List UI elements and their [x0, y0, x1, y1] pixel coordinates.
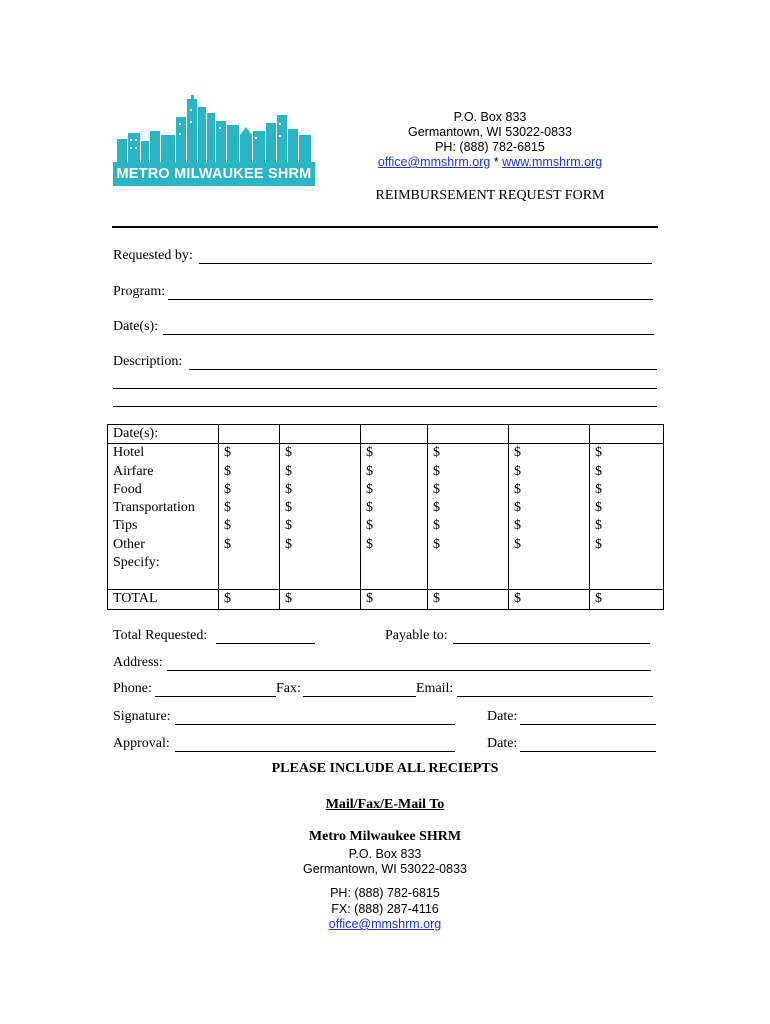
- total-amount-cell[interactable]: $: [590, 590, 664, 609]
- amount-entry[interactable]: $: [285, 500, 292, 516]
- expense-table-header-row: [108, 425, 664, 444]
- category-airfare: Airfare: [113, 463, 154, 479]
- amount-entry[interactable]: $: [366, 445, 373, 461]
- amount-entry[interactable]: $: [514, 481, 521, 497]
- receipts-note: PLEASE INCLUDE ALL RECIEPTS: [271, 761, 499, 776]
- amount-entry[interactable]: $: [224, 481, 231, 497]
- fax-field[interactable]: [303, 696, 416, 697]
- amount-entry[interactable]: $: [433, 463, 440, 479]
- footer-fax: FX: (888) 287-4116: [331, 902, 439, 916]
- requested-by-field[interactable]: [199, 263, 652, 264]
- amount-entry[interactable]: $: [595, 500, 602, 516]
- header-contact-line: [340, 155, 640, 170]
- amount-column[interactable]: [428, 444, 509, 590]
- amount-entry[interactable]: $: [595, 518, 602, 534]
- skyline-graphic: [113, 95, 315, 165]
- logo-text: METRO MILWAUKEE SHRM: [113, 162, 315, 186]
- description-field-line-1[interactable]: [189, 369, 657, 370]
- amount-entry[interactable]: $: [224, 536, 231, 552]
- amount-entry[interactable]: $: [595, 463, 602, 479]
- amount-entry[interactable]: $: [433, 481, 440, 497]
- table-dates-label: Date(s):: [108, 425, 219, 444]
- footer-email-link[interactable]: office@mmshrm.org: [328, 917, 442, 931]
- approval-date-label: Date:: [487, 736, 518, 751]
- amount-entry[interactable]: $: [595, 481, 602, 497]
- phone-label: Phone:: [113, 681, 152, 696]
- date-cell[interactable]: [361, 425, 428, 444]
- description-label: Description:: [113, 354, 183, 369]
- signature-date-field[interactable]: [520, 724, 656, 725]
- payable-to-label: Payable to:: [385, 628, 448, 643]
- mail-to-heading: Mail/Fax/E-Mail To: [325, 797, 445, 812]
- amount-column[interactable]: [280, 444, 361, 590]
- date-cell[interactable]: [219, 425, 280, 444]
- amount-column[interactable]: [509, 444, 590, 590]
- signature-field[interactable]: [175, 724, 455, 725]
- amount-entry[interactable]: $: [366, 536, 373, 552]
- amount-entry[interactable]: $: [366, 500, 373, 516]
- amount-entry[interactable]: $: [285, 481, 292, 497]
- total-amount-cell[interactable]: $: [219, 590, 280, 609]
- approval-field[interactable]: [175, 751, 455, 752]
- total-amount-cell[interactable]: $: [428, 590, 509, 609]
- total-amount-cell[interactable]: $: [280, 590, 361, 609]
- amount-entry[interactable]: $: [514, 500, 521, 516]
- category-tips: Tips: [113, 518, 138, 534]
- amount-entry[interactable]: $: [285, 536, 292, 552]
- amount-entry[interactable]: $: [514, 536, 521, 552]
- amount-entry[interactable]: $: [285, 518, 292, 534]
- amount-entry[interactable]: $: [366, 518, 373, 534]
- expense-table: [107, 424, 664, 610]
- total-requested-field[interactable]: [216, 643, 315, 644]
- total-amount-cell[interactable]: $: [361, 590, 428, 609]
- amount-entry[interactable]: $: [514, 445, 521, 461]
- form-title: REIMBURSEMENT REQUEST FORM: [375, 188, 605, 203]
- amount-entry[interactable]: $: [366, 481, 373, 497]
- approval-label: Approval:: [113, 736, 170, 751]
- program-label: Program:: [113, 284, 166, 299]
- total-amount-cell[interactable]: $: [509, 590, 590, 609]
- category-food: Food: [113, 481, 142, 497]
- approval-date-field[interactable]: [520, 751, 656, 752]
- title-divider: [112, 226, 658, 228]
- phone-field[interactable]: [155, 696, 276, 697]
- expense-category-labels: [108, 444, 219, 590]
- amount-entry[interactable]: $: [433, 536, 440, 552]
- amount-entry[interactable]: $: [285, 463, 292, 479]
- amount-entry[interactable]: $: [514, 518, 521, 534]
- signature-date-label: Date:: [487, 709, 518, 724]
- expense-table-body-row: [108, 444, 664, 590]
- amount-entry[interactable]: $: [224, 500, 231, 516]
- expense-table-total-row: [108, 590, 664, 609]
- footer-city: Germantown, WI 53022-0833: [303, 862, 467, 876]
- amount-entry[interactable]: $: [433, 518, 440, 534]
- amount-entry[interactable]: $: [433, 500, 440, 516]
- date-cell[interactable]: [428, 425, 509, 444]
- amount-entry[interactable]: $: [224, 518, 231, 534]
- total-label: TOTAL: [108, 590, 219, 609]
- amount-entry[interactable]: $: [595, 445, 602, 461]
- amount-entry[interactable]: $: [285, 445, 292, 461]
- requested-by-label: Requested by:: [113, 248, 193, 263]
- category-transportation: Transportation: [113, 500, 195, 516]
- total-requested-label: Total Requested:: [113, 628, 208, 643]
- date-cell[interactable]: [280, 425, 361, 444]
- amount-entry[interactable]: $: [514, 463, 521, 479]
- date-cell[interactable]: [590, 425, 664, 444]
- footer-phone: PH: (888) 782-6815: [330, 886, 440, 900]
- email-field[interactable]: [457, 696, 653, 697]
- date-cell[interactable]: [509, 425, 590, 444]
- amount-column[interactable]: [361, 444, 428, 590]
- payable-to-field[interactable]: [453, 643, 650, 644]
- category-specify: Specify:: [113, 555, 160, 571]
- email-label: Email:: [416, 681, 454, 696]
- footer-po-box: P.O. Box 833: [348, 847, 422, 861]
- dates-field[interactable]: [163, 334, 654, 335]
- program-field[interactable]: [168, 299, 653, 300]
- category-other: Other: [113, 536, 145, 552]
- signature-label: Signature:: [113, 709, 171, 724]
- header-separator: *: [490, 155, 503, 169]
- footer-email-line: [113, 917, 657, 931]
- amount-entry[interactable]: $: [595, 536, 602, 552]
- header-phone: PH: (888) 782-6815: [435, 140, 545, 154]
- header-po-box: P.O. Box 833: [453, 110, 527, 124]
- description-field-line-3[interactable]: [113, 406, 657, 407]
- address-label: Address:: [113, 655, 163, 670]
- address-field[interactable]: [167, 670, 651, 671]
- amount-entry[interactable]: $: [224, 445, 231, 461]
- header-website-link[interactable]: www.mmshrm.org: [502, 155, 603, 169]
- fax-label: Fax:: [276, 681, 301, 696]
- header-city: Germantown, WI 53022-0833: [408, 125, 572, 139]
- org-name: Metro Milwaukee SHRM: [308, 829, 462, 844]
- dates-label: Date(s):: [113, 319, 159, 334]
- amount-column[interactable]: [219, 444, 280, 590]
- amount-column[interactable]: [590, 444, 664, 590]
- amount-entry[interactable]: $: [224, 463, 231, 479]
- amount-entry[interactable]: $: [366, 463, 373, 479]
- description-field-line-2[interactable]: [113, 388, 657, 389]
- category-hotel: Hotel: [113, 445, 145, 461]
- amount-entry[interactable]: $: [433, 445, 440, 461]
- header-email-link[interactable]: office@mmshrm.org: [377, 155, 491, 169]
